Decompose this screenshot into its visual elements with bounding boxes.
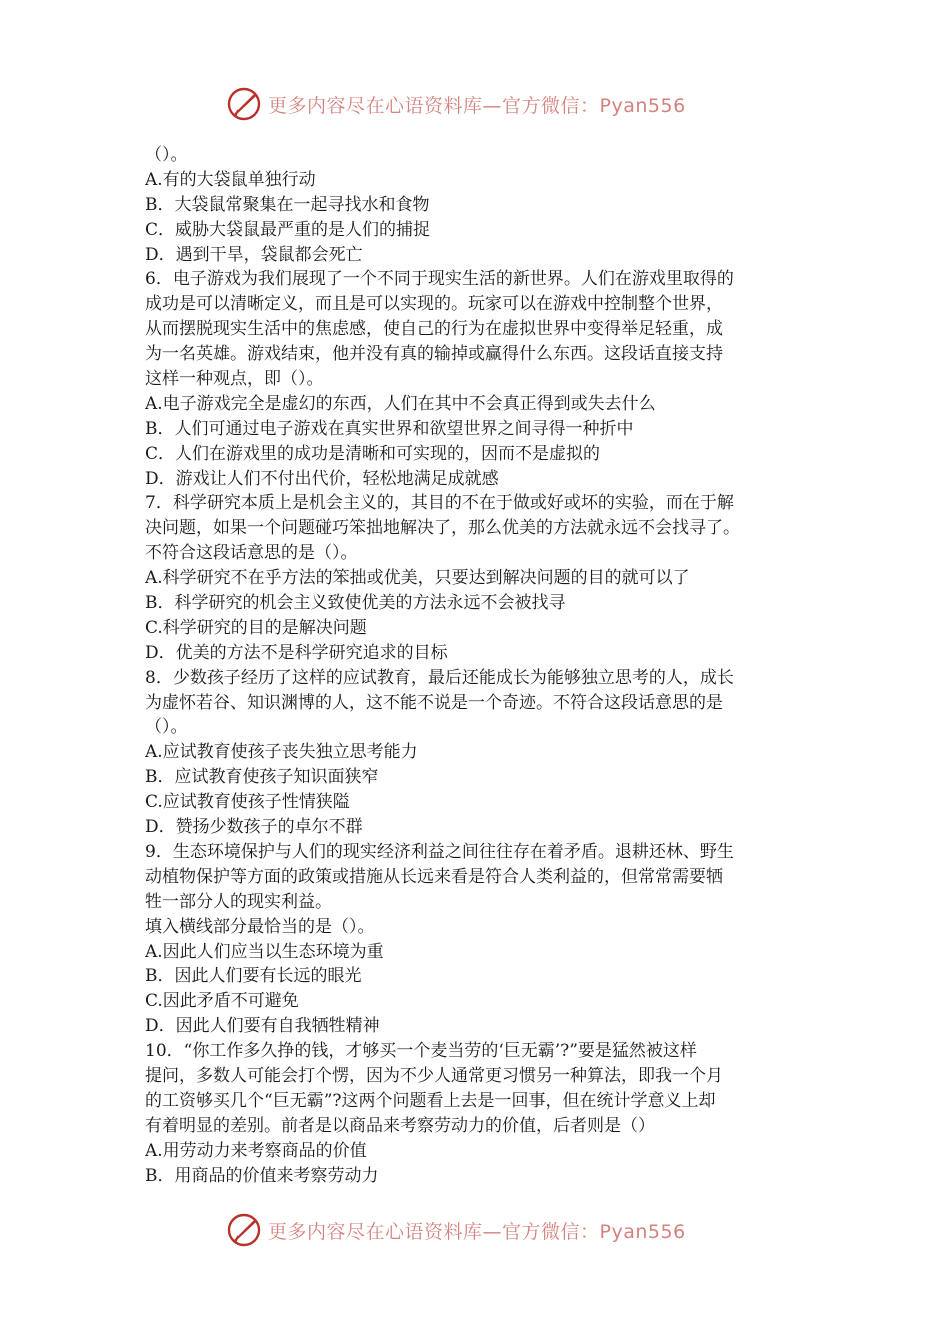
text-line: 提问，多数人可能会打个愣，因为不少人通常更习惯另一种算法，即我一个月 xyxy=(145,1065,723,1086)
document-body xyxy=(145,143,810,1188)
text-line: A.应试教育使孩子丧失独立思考能力 xyxy=(145,742,418,763)
text-line: 有着明显的差别。前者是以商品来考察劳动力的价值，后者则是（） xyxy=(145,1115,655,1136)
text-line: B．因此人们要有长远的眼光 xyxy=(145,966,362,987)
text-line: 填入横线部分最恰当的是（）。 xyxy=(145,916,375,937)
text-line: B．人们可通过电子游戏在真实世界和欲望世界之间寻得一种折中 xyxy=(145,418,634,439)
text-line: （）。 xyxy=(145,145,188,165)
text-line: C.科学研究的目的是解决问题 xyxy=(145,617,367,638)
text-line: B．科学研究的机会主义致使优美的方法永远不会被找寻 xyxy=(145,593,566,614)
quill-logo-icon xyxy=(226,86,262,122)
text-line: 动植物保护等方面的政策或措施从长远来看是符合人类利益的，但常常需要牺 xyxy=(145,866,723,887)
text-line: 这样一种观点，即（）。 xyxy=(145,369,324,390)
text-line: 为一名英雄。游戏结束，他并没有真的输掉或赢得什么东西。这段话直接支持 xyxy=(145,344,723,365)
text-line: A.有的大袋鼠单独行动 xyxy=(145,169,316,190)
text-line: C.应试教育使孩子性情狭隘 xyxy=(145,792,350,813)
text-line: D．赞扬少数孩子的卓尔不群 xyxy=(145,817,363,838)
text-line: 6．电子游戏为我们展现了一个不同于现实生活的新世界。人们在游戏里取得的 xyxy=(145,269,734,290)
watermark-text: 更多内容尽在心语资料库—官方微信：Pyan556 xyxy=(268,1220,686,1243)
text-line: C．人们在游戏里的成功是清晰和可实现的，因而不是虚拟的 xyxy=(145,443,601,464)
text-line: D．因此人们要有自我牺牲精神 xyxy=(145,1016,380,1037)
text-line: 牲一部分人的现实利益。 xyxy=(145,891,332,912)
text-line: B．大袋鼠常聚集在一起寻找水和食物 xyxy=(145,194,430,215)
watermark-footer xyxy=(226,1210,726,1250)
watermark-text: 更多内容尽在心语资料库—官方微信：Pyan556 xyxy=(268,94,686,117)
text-line: （）。 xyxy=(145,717,188,738)
text-line: 决问题，如果一个问题碰巧笨拙地解决了，那么优美的方法就永远不会找寻了。 xyxy=(145,518,740,539)
text-line: D．优美的方法不是科学研究追求的目标 xyxy=(145,642,448,663)
text-line: 10．“你工作多久挣的钱，才够买一个麦当劳的‘巨无霸’?”要是猛然被这样 xyxy=(145,1041,697,1062)
text-line: D．游戏让人们不付出代价，轻松地满足成就感 xyxy=(145,468,499,489)
text-line: A.因此人们应当以生态环境为重 xyxy=(145,941,384,962)
text-line: D．遇到干旱，袋鼠都会死亡 xyxy=(145,244,363,265)
quill-logo-icon xyxy=(226,1212,262,1248)
text-line: 8．少数孩子经历了这样的应试教育，最后还能成长为能够独立思考的人，成长 xyxy=(145,667,734,688)
text-line: 不符合这段话意思的是（）。 xyxy=(145,543,358,564)
text-line: B．用商品的价值来考察劳动力 xyxy=(145,1165,379,1186)
text-line: C．威胁大袋鼠最严重的是人们的捕捉 xyxy=(145,219,431,240)
text-line: B．应试教育使孩子知识面狭窄 xyxy=(145,767,379,788)
text-line: 成功是可以清晰定义，而且是可以实现的。玩家可以在游戏中控制整个世界， xyxy=(145,294,723,315)
text-line: 9．生态环境保护与人们的现实经济利益之间往往存在着矛盾。退耕还林、野生 xyxy=(145,841,734,862)
text-line: C.因此矛盾不可避免 xyxy=(145,991,299,1012)
text-line: 为虚怀若谷、知识渊博的人，这不能不说是一个奇迹。不符合这段话意思的是 xyxy=(145,692,723,713)
text-line: 的工资够买几个“巨无霸”?这两个问题看上去是一回事，但在统计学意义上却 xyxy=(145,1090,716,1111)
text-line: A.用劳动力来考察商品的价值 xyxy=(145,1140,367,1161)
text-line: A.电子游戏完全是虚幻的东西，人们在其中不会真正得到或失去什么 xyxy=(145,393,656,414)
text-line: A.科学研究不在乎方法的笨拙或优美，只要达到解决问题的目的就可以了 xyxy=(145,568,690,589)
text-line: 7．科学研究本质上是机会主义的，其目的不在于做或好或坏的实验，而在于解 xyxy=(145,493,734,514)
watermark-header xyxy=(226,84,726,124)
text-line: 从而摆脱现实生活中的焦虑感，使自己的行为在虚拟世界中变得举足轻重，成 xyxy=(145,319,723,340)
